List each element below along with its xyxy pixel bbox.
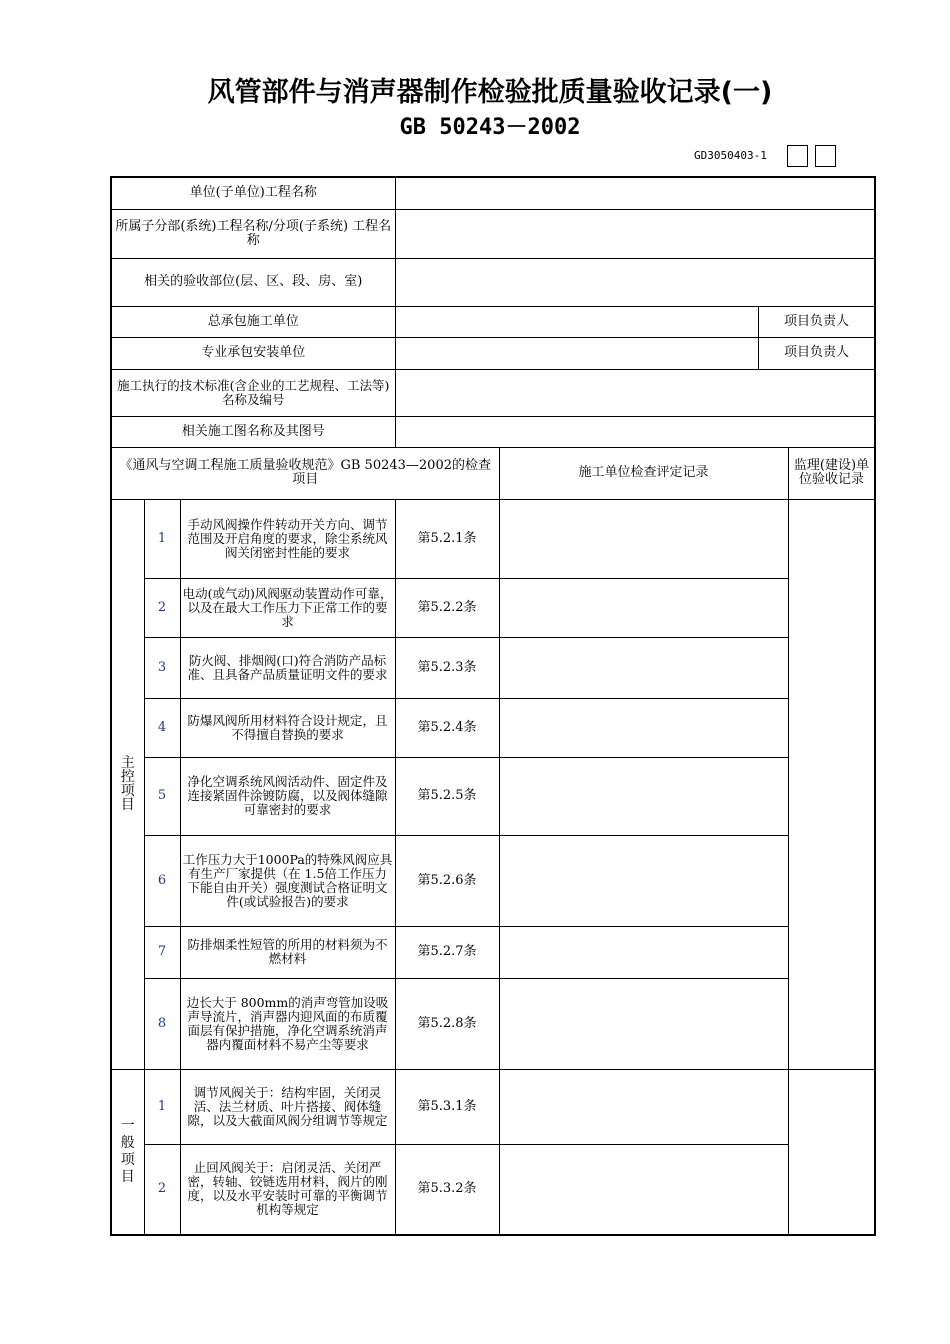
general-item-clause: 第5.3.2条 [395,1144,499,1235]
main-item-text: 手动风阀操作件转动开关方向、调节范围及开启角度的要求，除尘系统风阀关闭密封性能的要求 [180,499,395,578]
main-item-record[interactable] [499,637,788,698]
main-item-number: 7 [144,926,180,978]
tech-standard-value[interactable] [395,369,875,416]
main-item-clause: 第5.2.8条 [395,978,499,1069]
main-item-text: 工作压力大于1000Pa的特殊风阀应具有生产厂家提供（在 1.5倍工作压力下能自由开关）强度测试合格证明文件(或试验报告)的要求 [180,835,395,926]
main-supervision-record[interactable] [788,499,875,1069]
main-item-clause: 第5.2.3条 [395,637,499,698]
tech-standard-label: 施工执行的技术标准(含企业的工艺规程、工法等)名称及编号 [111,369,395,416]
unit-name-value[interactable] [395,177,875,209]
main-item-text: 防排烟柔性短管的所用的材料须为不燃材料 [180,926,395,978]
subdivision-value[interactable] [395,209,875,258]
main-item-record[interactable] [499,698,788,757]
subdivision-label: 所属子分部(系统)工程名称/分项(子系统) 工程名称 [111,209,395,258]
main-item-record[interactable] [499,978,788,1069]
main-item-clause: 第5.2.6条 [395,835,499,926]
construction-record-header: 施工单位检查评定记录 [499,447,788,499]
main-item-number: 3 [144,637,180,698]
main-item-number: 2 [144,578,180,637]
main-item-record[interactable] [499,578,788,637]
general-item-number: 1 [144,1069,180,1144]
project-manager-label-2: 项目负责人 [758,337,875,369]
main-item-clause: 第5.2.1条 [395,499,499,578]
form-code: GD3050403-1 [694,149,767,162]
general-contractor-label: 总承包施工单位 [111,306,395,337]
general-item-text: 止回风阀关于：启闭灵活、关闭严密，转轴、铰链选用材料，阀片的刚度，以及水平安装时可靠的平衡调节机构等规定 [180,1144,395,1235]
main-item-text: 净化空调系统风阀活动件、固定件及连接紧固件涂镀防腐，以及阀体缝隙可靠密封的要求 [180,757,395,835]
general-item-clause: 第5.3.1条 [395,1069,499,1144]
main-item-number: 1 [144,499,180,578]
general-contractor-value[interactable] [395,306,758,337]
unit-name-label: 单位(子单位)工程名称 [111,177,395,209]
main-item-text: 防爆风阀所用材料符合设计规定，且不得擅自替换的要求 [180,698,395,757]
main-item-clause: 第5.2.4条 [395,698,499,757]
main-item-text: 防火阀、排烟阀(口)符合消防产品标准、且具备产品质量证明文件的要求 [180,637,395,698]
general-supervision-record[interactable] [788,1069,875,1235]
main-item-clause: 第5.2.2条 [395,578,499,637]
code-box-2[interactable] [815,145,836,167]
general-item-record[interactable] [499,1069,788,1144]
general-category-label: 一般项目 [111,1069,144,1235]
location-value[interactable] [395,258,875,306]
drawing-value[interactable] [395,416,875,447]
spec-header: 《通风与空调工程施工质量验收规范》GB 50243—2002的检查项目 [111,447,499,499]
main-item-record[interactable] [499,926,788,978]
project-manager-label: 项目负责人 [758,306,875,337]
main-item-text: 边长大于 800mm的消声弯管加设吸声导流片，消声器内迎风面的布质覆面层有保护措施，净化空调系统消声器内覆面材料不易产尘等要求 [180,978,395,1069]
specialty-contractor-label: 专业承包安装单位 [111,337,395,369]
form-title: 风管部件与消声器制作检验批质量验收记录(一) [207,77,773,108]
main-item-clause: 第5.2.5条 [395,757,499,835]
main-item-record[interactable] [499,835,788,926]
main-item-number: 4 [144,698,180,757]
general-item-record[interactable] [499,1144,788,1235]
drawing-label: 相关施工图名称及其图号 [111,416,395,447]
main-item-number: 5 [144,757,180,835]
specialty-contractor-value[interactable] [395,337,758,369]
general-item-number: 2 [144,1144,180,1235]
main-item-number: 6 [144,835,180,926]
standard-code: GB 50243－2002 [399,115,581,140]
code-box-1[interactable] [787,145,808,167]
main-item-text: 电动(或气动)风阀驱动装置动作可靠，以及在最大工作压力下正常工作的要求 [180,578,395,637]
main-item-clause: 第5.2.7条 [395,926,499,978]
main-item-record[interactable] [499,757,788,835]
main-category-label: 主控项目 [111,499,144,1069]
location-label: 相关的验收部位(层、区、段、房、室) [111,258,395,306]
main-item-record[interactable] [499,499,788,578]
inspection-table [110,176,876,1236]
general-item-text: 调节风阀关于：结构牢固，关闭灵活、法兰材质、叶片搭接、阀体缝隙，以及大截面风阀分组调节等规定 [180,1069,395,1144]
main-item-number: 8 [144,978,180,1069]
supervision-record-header: 监理(建设)单位验收记录 [788,447,875,499]
